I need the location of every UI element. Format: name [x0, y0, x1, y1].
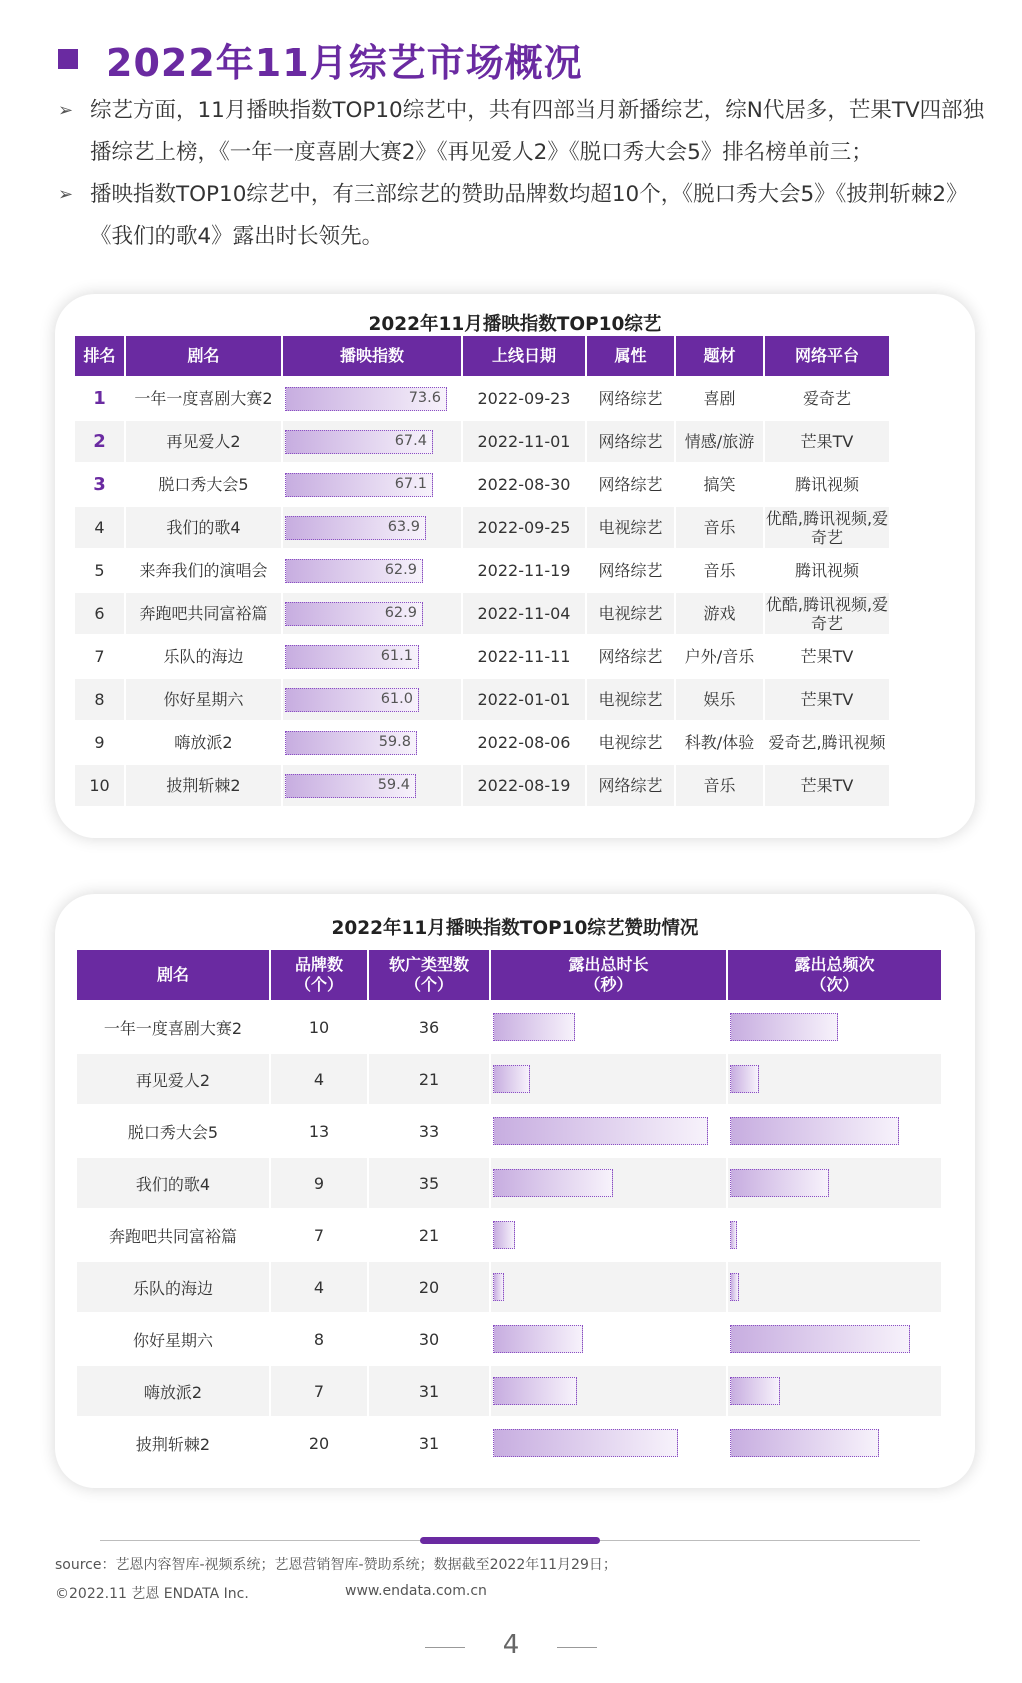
table-row: [77, 1158, 941, 1208]
frequency-cell: [728, 1366, 941, 1416]
platform-cell: 腾讯视频: [765, 550, 889, 591]
bullet-arrow-icon: ➢: [58, 184, 74, 205]
frequency-cell: [728, 1054, 941, 1104]
table-row: [75, 464, 889, 505]
types-cell: 35: [369, 1158, 489, 1208]
sponsor-card: [55, 894, 975, 1488]
attr-cell: 网络综艺: [587, 421, 674, 462]
duration-cell: [491, 1418, 726, 1468]
platform-cell: 优酷,腾讯视频,爱奇艺: [765, 508, 889, 547]
brands-cell: 9: [271, 1158, 367, 1208]
header-name: 剧名: [126, 336, 281, 376]
table-row: [77, 1054, 941, 1104]
header-types: [369, 950, 489, 1000]
header-genre: 题材: [676, 336, 763, 376]
table-row: [75, 765, 889, 806]
table-row: [77, 1210, 941, 1260]
index-bar: 61.0: [285, 688, 419, 712]
genre-cell: 音乐: [676, 550, 763, 591]
brands-cell: 13: [271, 1106, 367, 1156]
date-cell: 2022-11-01: [463, 421, 585, 462]
brands-cell: 7: [271, 1210, 367, 1260]
frequency-cell: [728, 1210, 941, 1260]
date-cell: 2022-08-30: [463, 464, 585, 505]
brands-cell: 4: [271, 1262, 367, 1312]
header-index: 播映指数: [283, 336, 461, 376]
table-row: [75, 593, 889, 634]
duration-cell: [491, 1210, 726, 1260]
header-line: 露出总时长: [568, 955, 649, 974]
date-cell: 2022-08-06: [463, 722, 585, 763]
duration-cell: [491, 1262, 726, 1312]
table-row: [75, 421, 889, 462]
header-platform: 网络平台: [765, 336, 889, 376]
platform-cell: 芒果TV: [765, 679, 889, 720]
name-cell: 来奔我们的演唱会: [126, 550, 281, 591]
name-cell: 一年一度喜剧大赛2: [77, 1002, 269, 1052]
footer-copyright: ©2022.11 艺恩 ENDATA Inc.: [55, 1586, 249, 1602]
types-cell: 36: [369, 1002, 489, 1052]
duration-bar: [493, 1325, 583, 1353]
header-line: 露出总频次: [794, 955, 875, 974]
name-cell: 嗨放派2: [126, 722, 281, 763]
header-unit: （秒）: [584, 975, 633, 994]
frequency-bar: [730, 1273, 739, 1301]
index-bar: 73.6: [285, 387, 447, 411]
name-cell: 脱口秀大会5: [77, 1106, 269, 1156]
index-cell: [283, 593, 461, 634]
frequency-cell: [728, 1158, 941, 1208]
rank-cell: 7: [75, 636, 124, 677]
duration-bar: [493, 1221, 515, 1249]
name-cell: 披荆斩棘2: [126, 765, 281, 806]
frequency-cell: [728, 1106, 941, 1156]
platform-cell: 优酷,腾讯视频,爱奇艺: [765, 594, 889, 633]
duration-bar: [493, 1377, 577, 1405]
frequency-bar: [730, 1065, 759, 1093]
header-date: 上线日期: [463, 336, 585, 376]
types-cell: 30: [369, 1314, 489, 1364]
page-title-row: [58, 32, 583, 86]
attr-cell: 电视综艺: [587, 679, 674, 720]
frequency-cell: [728, 1002, 941, 1052]
name-cell: 我们的歌4: [126, 507, 281, 548]
table-row: [75, 378, 889, 419]
attr-cell: 电视综艺: [587, 722, 674, 763]
date-cell: 2022-11-04: [463, 593, 585, 634]
genre-cell: 音乐: [676, 507, 763, 548]
date-cell: 2022-09-25: [463, 507, 585, 548]
name-cell: 脱口秀大会5: [126, 464, 281, 505]
duration-cell: [491, 1002, 726, 1052]
header-line: 剧名: [156, 965, 189, 984]
attr-cell: 电视综艺: [587, 507, 674, 548]
page-number: 4: [502, 1630, 520, 1660]
types-cell: 21: [369, 1054, 489, 1104]
frequency-bar: [730, 1377, 780, 1405]
name-cell: 再见爱人2: [77, 1054, 269, 1104]
genre-cell: 娱乐: [676, 679, 763, 720]
page-number-line-right: [557, 1647, 597, 1648]
rank-cell: 3: [75, 464, 124, 505]
duration-cell: [491, 1314, 726, 1364]
genre-cell: 音乐: [676, 765, 763, 806]
footer-accent-bar: [420, 1537, 600, 1544]
footer-source: source：艺恩内容智库-视频系统；艺恩营销智库-赞助系统；数据截至2022年11月29日；: [55, 1557, 617, 1573]
frequency-cell: [728, 1314, 941, 1364]
table-row: [77, 1002, 941, 1052]
top10-table: [73, 334, 891, 808]
duration-cell: [491, 1106, 726, 1156]
attr-cell: 网络综艺: [587, 550, 674, 591]
duration-bar: [493, 1169, 613, 1197]
header-unit: （个）: [294, 975, 343, 994]
attr-cell: 网络综艺: [587, 636, 674, 677]
frequency-cell: [728, 1418, 941, 1468]
date-cell: 2022-01-01: [463, 679, 585, 720]
header-frequency: [728, 950, 941, 1000]
duration-bar: [493, 1429, 678, 1457]
date-cell: 2022-11-19: [463, 550, 585, 591]
duration-bar: [493, 1117, 708, 1145]
name-cell: 我们的歌4: [77, 1158, 269, 1208]
platform-cell: 芒果TV: [765, 636, 889, 677]
index-bar: 59.8: [285, 731, 417, 755]
name-cell: 乐队的海边: [126, 636, 281, 677]
table-row: [77, 1418, 941, 1468]
frequency-bar: [730, 1221, 737, 1249]
types-cell: 31: [369, 1418, 489, 1468]
index-cell: [283, 679, 461, 720]
attr-cell: 网络综艺: [587, 378, 674, 419]
table-row: [75, 636, 889, 677]
top10-card: [55, 294, 975, 838]
brands-cell: 10: [271, 1002, 367, 1052]
name-cell: 奔跑吧共同富裕篇: [126, 593, 281, 634]
bullet-arrow-icon: ➢: [58, 100, 74, 121]
rank-cell: 1: [75, 378, 124, 419]
brands-cell: 7: [271, 1366, 367, 1416]
bullet-text: 综艺方面，11月播映指数TOP10综艺中，共有四部当月新播综艺，综N代居多，芒果TV四部独播综艺上榜，《一年一度喜剧大赛2》《再见爱人2》《脱口秀大会5》排名榜单前三；: [90, 98, 985, 165]
index-cell: [283, 550, 461, 591]
header-rank: 排名: [75, 336, 124, 376]
frequency-bar: [730, 1169, 829, 1197]
header-attr: 属性: [587, 336, 674, 376]
brands-cell: 8: [271, 1314, 367, 1364]
index-cell: [283, 765, 461, 806]
index-cell: [283, 636, 461, 677]
rank-cell: 2: [75, 421, 124, 462]
table-row: [75, 507, 889, 548]
rank-cell: 10: [75, 765, 124, 806]
types-cell: 31: [369, 1366, 489, 1416]
types-cell: 33: [369, 1106, 489, 1156]
index-bar: 59.4: [285, 774, 416, 798]
index-cell: [283, 507, 461, 548]
name-cell: 嗨放派2: [77, 1366, 269, 1416]
table-row: [75, 550, 889, 591]
footer-url[interactable]: www.endata.com.cn: [345, 1583, 487, 1599]
platform-cell: 腾讯视频: [765, 464, 889, 505]
sponsor-table: [75, 948, 943, 1470]
index-bar: 62.9: [285, 559, 423, 583]
page-title: 2022年11月综艺市场概况: [106, 40, 583, 85]
frequency-bar: [730, 1013, 838, 1041]
header-duration: [491, 950, 726, 1000]
name-cell: 奔跑吧共同富裕篇: [77, 1210, 269, 1260]
top10-table-title: 2022年11月播映指数TOP10综艺: [368, 314, 662, 335]
table-row: [77, 1314, 941, 1364]
rank-cell: 8: [75, 679, 124, 720]
frequency-cell: [728, 1262, 941, 1312]
platform-cell: 爱奇艺: [765, 378, 889, 419]
name-cell: 一年一度喜剧大赛2: [126, 378, 281, 419]
frequency-bar: [730, 1117, 899, 1145]
attr-cell: 网络综艺: [587, 464, 674, 505]
platform-cell: 芒果TV: [765, 765, 889, 806]
index-cell: [283, 378, 461, 419]
header-line: 品牌数: [294, 955, 343, 974]
header-sponsor-name: [77, 950, 269, 1000]
brands-cell: 20: [271, 1418, 367, 1468]
frequency-bar: [730, 1429, 879, 1457]
sponsor-header-row: [77, 950, 941, 1000]
index-bar: 63.9: [285, 516, 426, 540]
header-brands: [271, 950, 367, 1000]
genre-cell: 情感/旅游: [676, 421, 763, 462]
duration-cell: [491, 1054, 726, 1104]
bullet-text: 播映指数TOP10综艺中，有三部综艺的赞助品牌数均超10个，《脱口秀大会5》《披荆斩棘2》《我们的歌4》露出时长领先。: [90, 182, 968, 249]
bullet-1: [58, 90, 988, 174]
attr-cell: 网络综艺: [587, 765, 674, 806]
index-cell: [283, 722, 461, 763]
title-square-icon: [58, 49, 78, 69]
genre-cell: 科教/体验: [676, 722, 763, 763]
duration-cell: [491, 1366, 726, 1416]
name-cell: 你好星期六: [77, 1314, 269, 1364]
rank-cell: 9: [75, 722, 124, 763]
duration-bar: [493, 1065, 530, 1093]
rank-cell: 5: [75, 550, 124, 591]
sponsor-table-title: 2022年11月播映指数TOP10综艺赞助情况: [331, 918, 699, 939]
table-row: [75, 679, 889, 720]
header-line: 软广类型数: [388, 955, 469, 974]
frequency-bar: [730, 1325, 910, 1353]
name-cell: 再见爱人2: [126, 421, 281, 462]
table-row: [77, 1366, 941, 1416]
attr-cell: 电视综艺: [587, 593, 674, 634]
duration-cell: [491, 1158, 726, 1208]
table-row: [77, 1262, 941, 1312]
duration-bar: [493, 1273, 504, 1301]
rank-cell: 4: [75, 507, 124, 548]
index-bar: 67.1: [285, 473, 433, 497]
header-unit: （个）: [404, 975, 453, 994]
date-cell: 2022-11-11: [463, 636, 585, 677]
summary-bullets: [58, 90, 988, 258]
index-cell: [283, 464, 461, 505]
rank-cell: 6: [75, 593, 124, 634]
name-cell: 乐队的海边: [77, 1262, 269, 1312]
genre-cell: 游戏: [676, 593, 763, 634]
table-row: [75, 722, 889, 763]
index-bar: 62.9: [285, 602, 423, 626]
header-unit: （次）: [810, 975, 859, 994]
genre-cell: 户外/音乐: [676, 636, 763, 677]
platform-cell: 芒果TV: [765, 421, 889, 462]
index-bar: 61.1: [285, 645, 419, 669]
types-cell: 20: [369, 1262, 489, 1312]
genre-cell: 搞笑: [676, 464, 763, 505]
genre-cell: 喜剧: [676, 378, 763, 419]
index-cell: [283, 421, 461, 462]
name-cell: 披荆斩棘2: [77, 1418, 269, 1468]
brands-cell: 4: [271, 1054, 367, 1104]
types-cell: 21: [369, 1210, 489, 1260]
bullet-2: [58, 174, 988, 258]
duration-bar: [493, 1013, 575, 1041]
date-cell: 2022-08-19: [463, 765, 585, 806]
platform-cell: 爱奇艺,腾讯视频: [765, 722, 889, 763]
index-bar: 67.4: [285, 430, 433, 454]
name-cell: 你好星期六: [126, 679, 281, 720]
date-cell: 2022-09-23: [463, 378, 585, 419]
table-row: [77, 1106, 941, 1156]
top10-header-row: [75, 336, 889, 376]
